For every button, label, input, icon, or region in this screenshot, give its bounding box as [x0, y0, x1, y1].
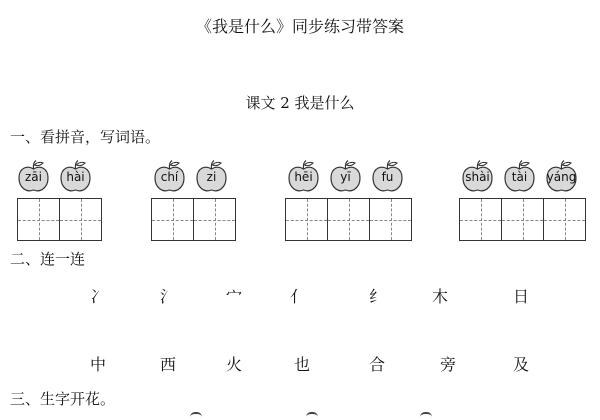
lesson-title: 课文 2 我是什么 [245, 94, 355, 112]
apple-pinyin-card [195, 160, 228, 194]
grid-cell[interactable] [151, 198, 194, 241]
section-3-heading: 三、生字开花。 [10, 390, 116, 408]
character-item[interactable]: 西 [159, 355, 176, 374]
radical-item[interactable]: 纟 [368, 287, 385, 306]
radical-item[interactable]: 日 [512, 287, 529, 306]
radical-item[interactable]: 宀 [225, 287, 242, 306]
flower-petal-icon [420, 412, 432, 417]
apple-pinyin-card [545, 160, 578, 194]
character-item[interactable]: 合 [368, 355, 385, 374]
apple-pinyin-card [329, 160, 362, 194]
pinyin-label: fu [381, 170, 394, 184]
pinyin-label: hài [66, 170, 85, 184]
radical-item[interactable]: 氵 [159, 287, 176, 306]
pinyin-label: hēi [294, 170, 313, 184]
flower-petal-icon [306, 412, 318, 417]
pinyin-label: chí [160, 170, 179, 184]
grid-cell[interactable] [369, 198, 412, 241]
character-item[interactable]: 及 [512, 355, 529, 374]
section-2-heading: 二、连一连 [10, 250, 86, 268]
document-title: 《我是什么》同步练习带答案 [195, 17, 404, 36]
radical-item[interactable]: 木 [431, 287, 448, 306]
pinyin-label: yī [340, 170, 351, 184]
apple-pinyin-card [371, 160, 404, 194]
character-item[interactable]: 火 [225, 355, 242, 374]
pinyin-label: zi [206, 170, 217, 184]
apple-pinyin-card [461, 160, 494, 194]
radical-item[interactable]: 冫 [89, 287, 106, 306]
grid-cell[interactable] [17, 198, 60, 241]
apple-pinyin-card [503, 160, 536, 194]
writing-grid [17, 198, 101, 241]
character-item[interactable]: 旁 [439, 355, 456, 374]
pinyin-label: tài [511, 170, 528, 184]
writing-grid [459, 198, 585, 241]
section-1-heading: 一、看拼音，写词语。 [10, 128, 161, 146]
pinyin-label: shài [465, 170, 490, 184]
flower-petal-icon [190, 412, 202, 417]
character-item[interactable]: 也 [293, 355, 310, 374]
grid-cell[interactable] [327, 198, 370, 241]
character-item[interactable]: 中 [89, 355, 106, 374]
grid-cell[interactable] [459, 198, 502, 241]
grid-cell[interactable] [501, 198, 544, 241]
grid-cell[interactable] [193, 198, 236, 241]
apple-pinyin-card [287, 160, 320, 194]
apple-pinyin-card [153, 160, 186, 194]
apple-pinyin-card [17, 160, 50, 194]
apple-pinyin-card [59, 160, 92, 194]
grid-cell[interactable] [285, 198, 328, 241]
grid-cell[interactable] [59, 198, 102, 241]
pinyin-label: zāi [25, 170, 42, 184]
pinyin-label: yáng [546, 170, 577, 184]
radical-item[interactable]: 亻 [289, 287, 306, 306]
writing-grid [151, 198, 235, 241]
grid-cell[interactable] [543, 198, 586, 241]
writing-grid [285, 198, 411, 241]
